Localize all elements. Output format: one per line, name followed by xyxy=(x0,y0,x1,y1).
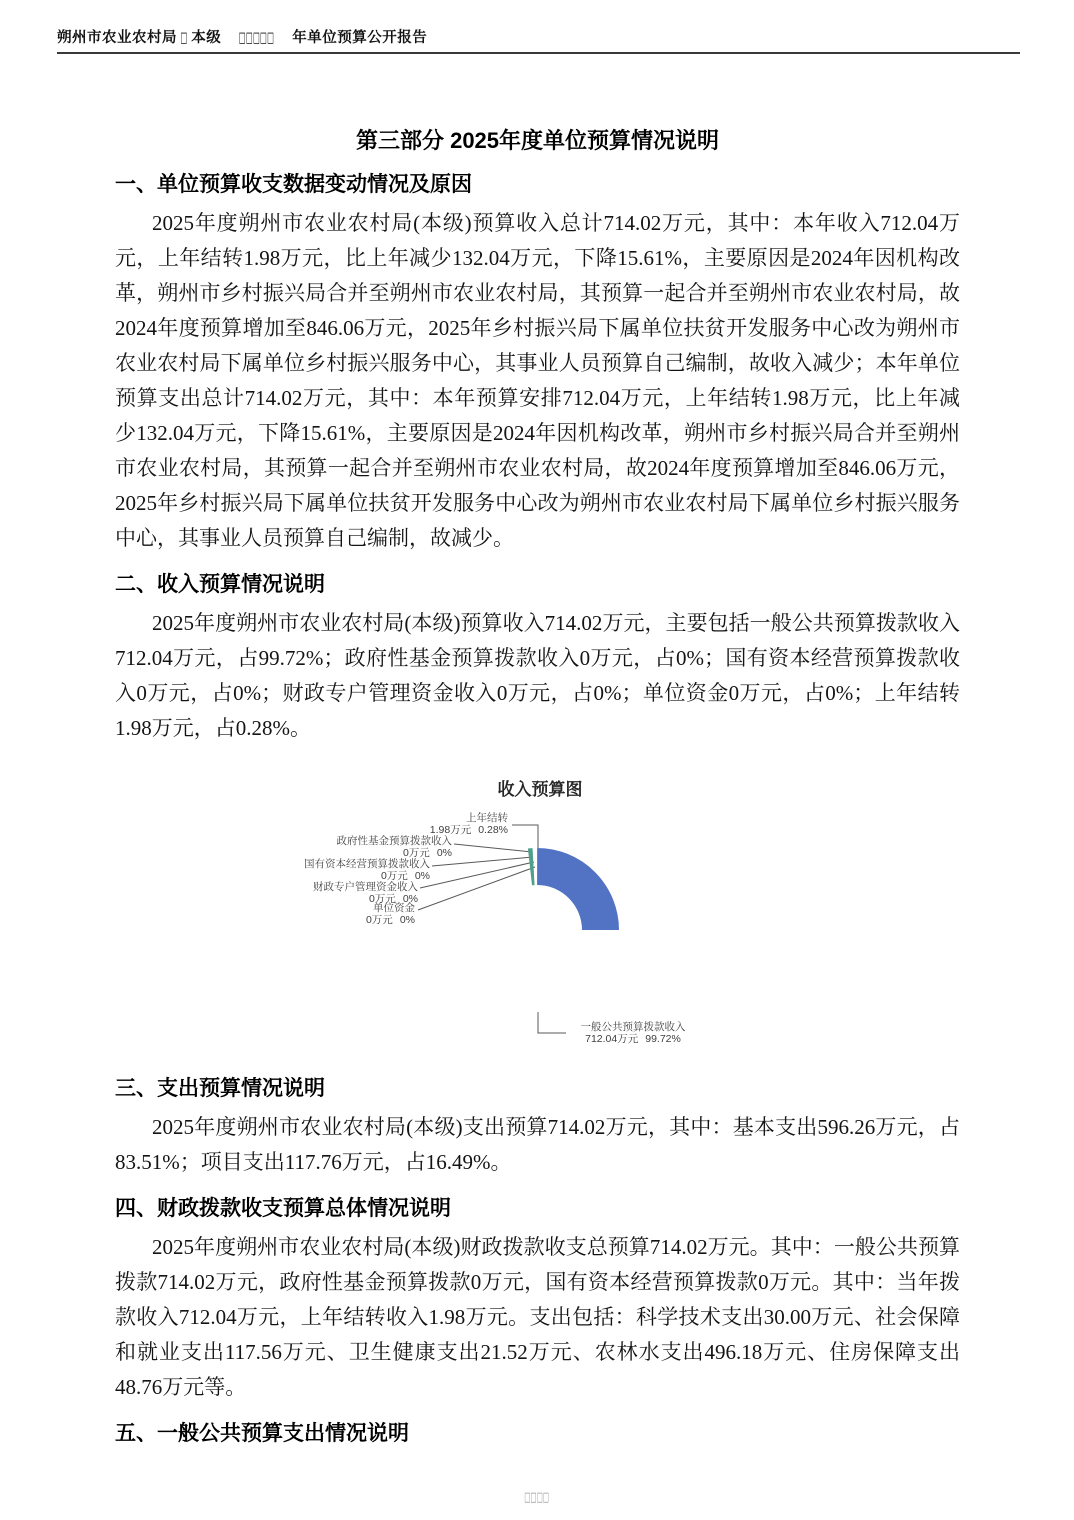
section-3-paragraph: 2025年度朔州市农业农村局(本级)支出预算714.02万元，其中：基本支出596.26万元，占83.51%；项目支出117.76万元，占16.49%。 xyxy=(115,1115,960,1174)
chart-label-statecapital-values: 0万元 0% xyxy=(380,869,430,882)
section-3-heading: 三、支出预算情况说明 xyxy=(115,1077,325,1100)
header-suffix-text: 年单位预算公开报告 xyxy=(292,30,428,46)
leader-line-carryover xyxy=(512,825,538,848)
page-footer xyxy=(0,1489,1074,1505)
chart-label-generalbudget-name: 一般公共预算拨款收入 xyxy=(580,1021,686,1033)
income-budget-chart xyxy=(300,770,780,1060)
section-5-heading: 五、一般公共预算支出情况说明 xyxy=(115,1422,409,1445)
donut-slice xyxy=(474,867,601,994)
chart-label-govfund xyxy=(337,836,453,859)
leader-line-govfund xyxy=(454,844,532,852)
chart-label-generalbudget-values: 712.04万元 99.72% xyxy=(585,1032,681,1045)
section-4-heading: 四、财政拨款收支预算总体情况说明 xyxy=(115,1197,451,1220)
chart-label-govfund-values: 0万元 0% xyxy=(402,846,452,859)
footer-missing-glyphs: □□□□ xyxy=(524,1490,550,1505)
chart-label-carryover-name: 上年结转 xyxy=(466,812,508,824)
chart-label-unitfunds-name: 单位资金 xyxy=(373,902,415,914)
chart-title: 收入预算图 xyxy=(497,780,583,799)
header-level-text: 本级 xyxy=(191,30,222,46)
chart-label-carryover xyxy=(430,813,508,836)
chart-label-fiscalaccount-name: 财政专户管理资金收入 xyxy=(313,881,418,893)
document-content xyxy=(115,0,960,1455)
section-1-heading: 一、单位预算收支数据变动情况及原因 xyxy=(115,173,472,196)
chart-label-unitfunds xyxy=(366,903,415,926)
section-1-paragraph: 2025年度朔州市农业农村局(本级)预算收入总计714.02万元，其中：本年收入712.04万元，上年结转1.98万元，比上年减少132.04万元，下降15.61%，主要原因是2024年因机构改革，朔州市乡村振兴局合并至朔州市农业农村局，其预算一起合并至朔州市农业农村局，故2024年度预算增加至846.06万元，2025年乡村振兴局下属单位扶贫开发服务中心改为朔州市农业农村局下属单位乡村振兴服务中心，其事业人员预算自己编制，故收入减少；本年单位预算支出总计714.02万元，其中：本年预算安排712.04万元，上年结转1.98万元，比上年减少132.04万元，下降15.61%，主要原因是2024年因机构改革，朔州市乡村振兴局合并至朔州市农业农村局，其预算一起合并至朔州市农业农村局，故2024年度预算增加至846.06万元，2025年乡村振兴局下属单位扶贫开发服务中心改为朔州市农业农村局下属单位乡村振兴服务中心，其事业人员预算自己编制，故减少。 xyxy=(115,211,960,550)
chart-label-govfund-name: 政府性基金预算拨款收入 xyxy=(336,835,452,847)
document-title: 第三部分 2025年度单位预算情况说明 xyxy=(355,128,720,153)
chart-label-generalbudget xyxy=(558,1022,708,1045)
header-missing-glyphs-2: □□□□□ xyxy=(238,30,275,46)
section-2-heading: 二、收入预算情况说明 xyxy=(115,573,325,596)
section-4-paragraph: 2025年度朔州市农业农村局(本级)财政拨款收支总预算714.02万元。其中：一般公共预算拨款714.02万元，政府性基金预算拨款0万元，国有资本经营预算拨款0万元。其中：当年拨款收入712.04万元，上年结转收入1.98万元。支出包括：科学技术支出30.00万元、社会保障和就业支出117.56万元、卫生健康支出21.52万元、农林水支出496.18万元、住房保障支出48.76万元等。 xyxy=(115,1235,960,1399)
header-org-text: 朔州市农业农村局 xyxy=(57,30,177,46)
chart-label-carryover-values: 1.98万元 0.28% xyxy=(429,823,508,836)
chart-label-unitfunds-values: 0万元 0% xyxy=(365,913,415,926)
chart-label-statecapital-name: 国有资本经营预算拨款收入 xyxy=(304,858,430,870)
section-2-paragraph: 2025年度朔州市农业农村局(本级)预算收入714.02万元，主要包括一般公共预算拨款收入712.04万元，占99.72%；政府性基金预算拨款收入0万元，占0%；国有资本经营预算拨款收入0万元，占0%；财政专户管理资金收入0万元，占0%；单位资金0万元，占0%；上年结转1.98万元，占0.28%。 xyxy=(115,611,960,740)
leader-line-unitfunds xyxy=(418,867,535,910)
chart-label-fiscalaccount-values: 0万元 0% xyxy=(368,892,418,905)
chart-label-statecapital xyxy=(304,859,430,882)
header-missing-glyph-1: □ xyxy=(180,30,188,46)
